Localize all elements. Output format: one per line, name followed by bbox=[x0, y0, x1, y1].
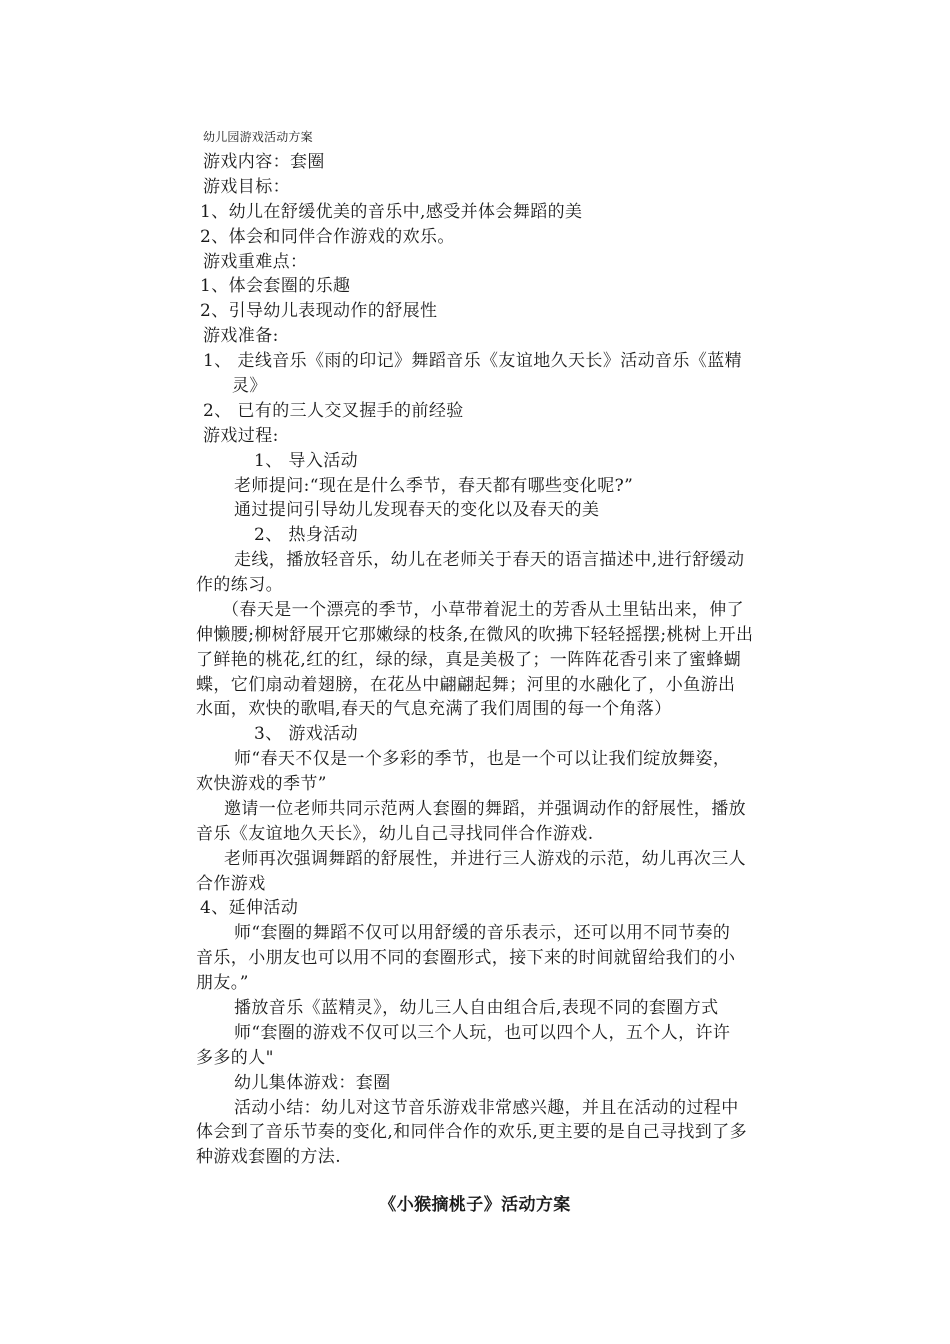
document-header-title: 幼儿园游戏活动方案 bbox=[203, 130, 313, 144]
summary-line-2: 体会到了音乐节奏的变化,和同伴合作的欢乐,更主要的是自己寻找到了多 bbox=[196, 1122, 748, 1142]
summary-line-1: 活动小结：幼儿对这节音乐游戏非常感兴趣，并且在活动的过程中 bbox=[234, 1098, 739, 1118]
process-step-4-teacher-line: 师“套圈的舞蹈不仅可以用舒缓的音乐表示，还可以用不同节奏的 bbox=[234, 923, 731, 943]
process-step-3-demo-line-cont: 音乐《友谊地久天长》，幼儿自己寻找同伴合作游戏. bbox=[196, 824, 594, 844]
process-step-2-para-1-cont: 作的练习。 bbox=[196, 575, 283, 595]
preparation-item-1-cont: 灵》 bbox=[232, 376, 267, 396]
goal-item-2: 2、体会和同伴合作游戏的欢乐。 bbox=[200, 227, 455, 247]
process-step-3-repeat-line: 老师再次强调舞蹈的舒展性，并进行三人游戏的示范，幼儿再次三人 bbox=[224, 849, 746, 869]
process-step-3-teacher-line-cont: 欢快游戏的季节” bbox=[196, 774, 327, 794]
process-heading: 游戏过程: bbox=[203, 426, 279, 446]
process-step-4-music-line: 播放音乐《蓝精灵》，幼儿三人自由组合后,表现不同的套圈方式 bbox=[234, 998, 719, 1018]
process-step-1-detail: 通过提问引导幼儿发现春天的变化以及春天的美 bbox=[234, 500, 600, 520]
spring-description-line-3: 了鲜艳的桃花,红的红，绿的绿，真是美极了；一阵阵花香引来了蜜蜂蝴 bbox=[196, 650, 742, 670]
preparation-item-1: 1、 走线音乐《雨的印记》舞蹈音乐《友谊地久天长》活动音乐《蓝精 bbox=[203, 351, 743, 371]
process-step-4-teacher-line-2-cont: 多多的人" bbox=[196, 1048, 274, 1068]
spring-description-line-2: 伸懒腰;柳树舒展开它那嫩绿的枝条,在微风的吹拂下轻轻摇摆;桃树上开出 bbox=[196, 625, 754, 645]
game-content-line: 游戏内容：套圈 bbox=[203, 152, 325, 172]
difficulty-heading: 游戏重难点： bbox=[203, 252, 308, 272]
process-step-4-teacher-line-cont-2: 朋友。” bbox=[196, 973, 249, 993]
game-goal-heading: 游戏目标： bbox=[203, 177, 290, 197]
goal-item-1: 1、幼儿在舒缓优美的音乐中,感受并体会舞蹈的美 bbox=[200, 202, 583, 222]
process-step-2-para-1: 走线，播放轻音乐，幼儿在老师关于春天的语言描述中,进行舒缓动 bbox=[234, 550, 745, 570]
process-step-4-teacher-line-2: 师“套圈的游戏不仅可以三个人玩，也可以四个人，五个人，许许 bbox=[234, 1023, 731, 1043]
difficulty-item-1: 1、体会套圈的乐趣 bbox=[200, 276, 351, 296]
process-step-4-teacher-line-cont-1: 音乐，小朋友也可以用不同的套圈形式，接下来的时间就留给我们的小 bbox=[196, 948, 736, 968]
process-step-1-heading: 1、 导入活动 bbox=[254, 451, 359, 471]
preparation-heading: 游戏准备: bbox=[203, 326, 279, 346]
process-step-1-question: 老师提问:“现在是什么季节，春天都有哪些变化呢?” bbox=[234, 476, 634, 496]
difficulty-item-2: 2、引导幼儿表现动作的舒展性 bbox=[200, 301, 438, 321]
process-step-3-heading: 3、 游戏活动 bbox=[254, 724, 359, 744]
process-step-3-demo-line: 邀请一位老师共同示范两人套圈的舞蹈，并强调动作的舒展性，播放 bbox=[224, 799, 746, 819]
process-step-2-heading: 2、 热身活动 bbox=[254, 525, 359, 545]
spring-description-line-5: 水面，欢快的歌唱,春天的气息充满了我们周围的每一个角落） bbox=[196, 699, 672, 719]
spring-description-line-4: 蝶，它们扇动着翅膀，在花丛中翩翩起舞；河里的水融化了，小鱼游出 bbox=[196, 675, 736, 695]
process-step-3-teacher-line: 师“春天不仅是一个多彩的季节，也是一个可以让我们绽放舞姿， bbox=[234, 749, 731, 769]
process-step-3-repeat-line-cont: 合作游戏 bbox=[196, 874, 266, 894]
group-game-line: 幼儿集体游戏：套圈 bbox=[234, 1073, 391, 1093]
next-activity-title: 《小猴摘桃子》活动方案 bbox=[379, 1195, 571, 1215]
preparation-item-2: 2、 已有的三人交叉握手的前经验 bbox=[203, 401, 464, 421]
summary-line-3: 种游戏套圈的方法. bbox=[196, 1147, 342, 1167]
spring-description-line-1: （春天是一个漂亮的季节，小草带着泥土的芳香从土里钻出来，伸了 bbox=[222, 600, 744, 620]
process-step-4-heading: 4、延伸活动 bbox=[200, 898, 299, 918]
